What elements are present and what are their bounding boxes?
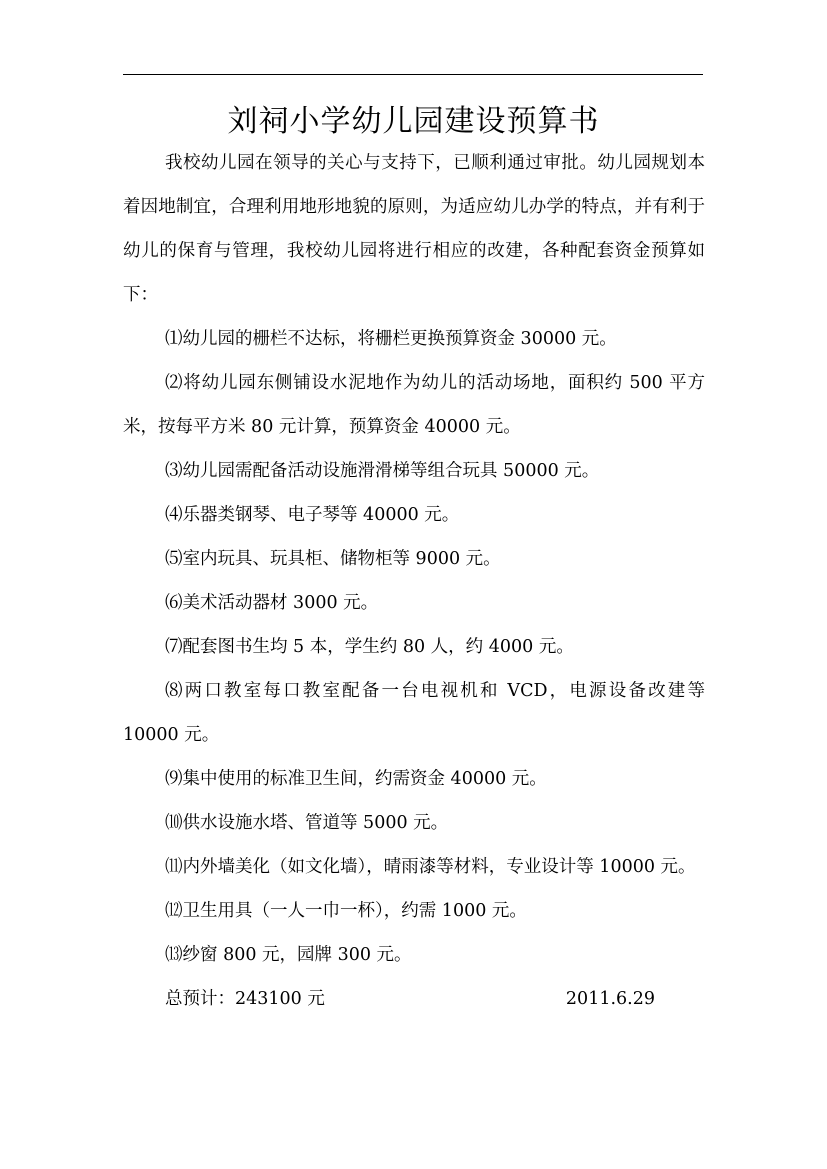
header-rule [123, 74, 703, 75]
budget-item-5: ⑸室内玩具、玩具柜、储物柜等 9000 元。 [165, 549, 501, 569]
budget-item-8: ⑻两口教室每口教室配备一台电视机和 VCD，电源设备改建等 10000 元。 [123, 681, 705, 745]
budget-item-11: ⑾内外墙美化（如文化墙），晴雨漆等材料，专业设计等 10000 元。 [165, 857, 696, 877]
document-date: 2011.6.29 [565, 989, 655, 1009]
budget-item-6: ⑹美术活动器材 3000 元。 [165, 593, 379, 613]
budget-item-12: ⑿卫生用具（一人一巾一杯），约需 1000 元。 [165, 901, 527, 921]
budget-item-2: ⑵将幼儿园东侧铺设水泥地作为幼儿的活动场地，面积约 500 平方米，按每平方米 80 元计算，预算资金 40000 元。 [123, 373, 705, 437]
summary-line [123, 977, 705, 1021]
page-title: 刘祠小学幼儿园建设预算书 [227, 104, 600, 139]
total-estimate: 总预计：243100 元 [165, 989, 325, 1009]
budget-item-9: ⑼集中使用的标准卫生间，约需资金 40000 元。 [165, 769, 547, 789]
document-body [123, 141, 705, 1021]
budget-item-3: ⑶幼儿园需配备活动设施滑滑梯等组合玩具 50000 元。 [165, 461, 600, 481]
budget-item-7: ⑺配套图书生均 5 本，学生约 80 人，约 4000 元。 [165, 637, 574, 657]
intro-paragraph: 我校幼儿园在领导的关心与支持下，已顺利通过审批。幼儿园规划本着因地制宜，合理利用地形地貌的原则，为适应幼儿办学的特点，并有利于幼儿的保育与管理，我校幼儿园将进行相应的改建，各种配套资金预算如下： [123, 153, 705, 305]
budget-item-13: ⒀纱窗 800 元，园牌 300 元。 [165, 945, 412, 965]
budget-item-10: ⑽供水设施水塔、管道等 5000 元。 [165, 813, 449, 833]
budget-item-4: ⑷乐器类钢琴、电子琴等 40000 元。 [165, 505, 460, 525]
budget-item-1: ⑴幼儿园的栅栏不达标，将栅栏更换预算资金 30000 元。 [165, 329, 617, 349]
